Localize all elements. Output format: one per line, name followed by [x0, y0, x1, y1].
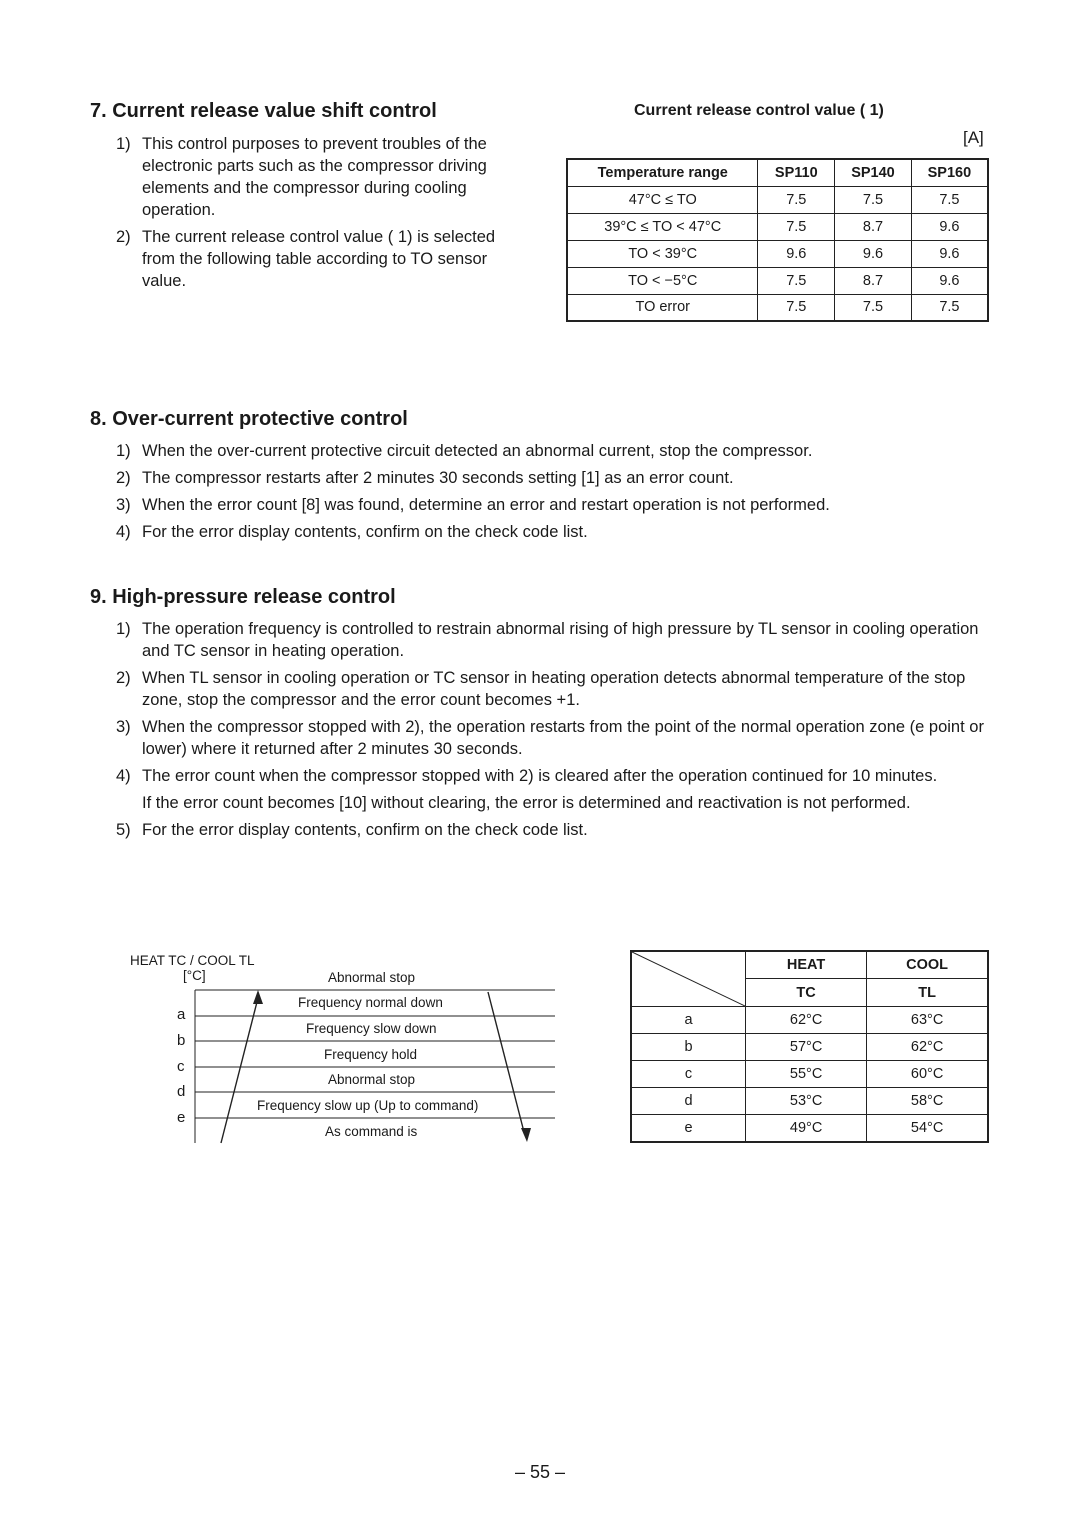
item-number: 5)	[116, 821, 131, 839]
table-row	[631, 1061, 988, 1088]
table-header-row	[631, 951, 988, 979]
item-number: 3)	[116, 496, 131, 514]
table-row	[631, 1034, 988, 1061]
item-text: For the error display contents, confirm on the check code list.	[142, 523, 588, 541]
item-number: 1)	[116, 620, 131, 638]
header-cell: Temperature range	[567, 159, 758, 186]
table-cell: 54°C	[867, 1115, 988, 1142]
table-row	[631, 1115, 988, 1142]
threshold-letter: b	[177, 1032, 186, 1049]
subheader-cell: TL	[867, 979, 988, 1007]
arrow-down-icon	[521, 1128, 531, 1142]
item-number: 4)	[116, 523, 131, 541]
table-cell: 7.5	[758, 267, 835, 294]
table-cell: 58°C	[867, 1088, 988, 1115]
item-text: When the over-current protective circuit detected an abnormal current, stop the compressor.	[142, 442, 813, 460]
item-text: The error count when the compressor stopped with 2) is cleared after the operation continued for 10 minutes.	[142, 767, 938, 785]
table-cell: 7.5	[835, 186, 912, 213]
zone-label: Frequency hold	[324, 1047, 418, 1062]
table-cell: 62°C	[867, 1034, 988, 1061]
unit-label: [A]	[963, 128, 984, 147]
item-text: When the error count [8] was found, determine an error and restart operation is not performed.	[142, 496, 830, 514]
table-row	[631, 1088, 988, 1115]
table-cell: 9.6	[835, 240, 912, 267]
header-cell: HEAT	[746, 951, 867, 979]
table-cell: 53°C	[746, 1088, 867, 1115]
zone-label: As command is	[325, 1124, 418, 1139]
diagonal-line	[632, 952, 745, 1006]
item-text: This control purposes to prevent troubles of the electronic parts such as the compressor driving elements and the compressor during cooling operation.	[142, 135, 487, 219]
zone-label: Frequency slow up (Up to command)	[257, 1098, 479, 1113]
item-text: The compressor restarts after 2 minutes 30 seconds setting [1] as an error count.	[142, 469, 734, 487]
zone-label: Abnormal stop	[328, 970, 416, 985]
table-cell: 7.5	[911, 186, 988, 213]
diagonal-header-cell	[631, 951, 746, 1007]
table-title: Current release control value ( 1)	[634, 102, 884, 119]
table-cell: d	[631, 1088, 746, 1115]
table-cell: 49°C	[746, 1115, 867, 1142]
threshold-letter: e	[177, 1109, 186, 1126]
table-cell: 7.5	[758, 294, 835, 321]
arrow-up-icon	[253, 990, 263, 1004]
threshold-letter: d	[177, 1083, 186, 1100]
header-cell: SP160	[911, 159, 988, 186]
diagram-unit: [°C]	[183, 968, 206, 983]
table-cell: 7.5	[911, 294, 988, 321]
table-cell: 47°C ≤ TO	[567, 186, 758, 213]
table-cell: TO < −5°C	[567, 267, 758, 294]
threshold-letter: c	[177, 1058, 185, 1075]
diagram-axis-label: HEAT TC / COOL TL	[130, 953, 255, 968]
table-cell: b	[631, 1034, 746, 1061]
table-cell: 63°C	[867, 1007, 988, 1034]
table-cell: 57°C	[746, 1034, 867, 1061]
item-number: 4)	[116, 767, 131, 785]
header-cell: COOL	[867, 951, 988, 979]
item-text: If the error count becomes [10] without clearing, the error is determined and reactivation is not performed.	[142, 794, 911, 812]
threshold-letter: a	[177, 1006, 186, 1023]
table-cell: TO error	[567, 294, 758, 321]
zone-label: Frequency normal down	[298, 995, 443, 1010]
temperature-table	[630, 950, 989, 1143]
item-number: 2)	[116, 469, 131, 487]
table-cell: 9.6	[911, 213, 988, 240]
table-cell: c	[631, 1061, 746, 1088]
header-cell: SP140	[835, 159, 912, 186]
section-9-title: 9. High-pressure release control	[90, 586, 396, 608]
item-text: The current release control value ( 1) is selected from the following table according to TO sensor value.	[142, 228, 496, 290]
table-cell: TO < 39°C	[567, 240, 758, 267]
table-cell: 39°C ≤ TO < 47°C	[567, 213, 758, 240]
table-cell: 8.7	[835, 267, 912, 294]
table-cell: 62°C	[746, 1007, 867, 1034]
item-text: For the error display contents, confirm on the check code list.	[142, 821, 588, 839]
subheader-cell: TC	[746, 979, 867, 1007]
table-cell: 8.7	[835, 213, 912, 240]
item-number: 3)	[116, 718, 131, 736]
item-text: When TL sensor in cooling operation or TC sensor in heating operation detects abnormal temperature of the stop zone, stop the compressor and the error count becomes +1.	[142, 669, 966, 709]
falling-arrow-line	[488, 992, 524, 1132]
table-cell: 7.5	[835, 294, 912, 321]
table-cell: a	[631, 1007, 746, 1034]
page-number: – 55 –	[514, 1462, 566, 1482]
table-cell: 55°C	[746, 1061, 867, 1088]
table-cell: 9.6	[911, 267, 988, 294]
zone-label: Frequency slow down	[306, 1021, 437, 1036]
table-row	[631, 1007, 988, 1034]
table-cell: 9.6	[758, 240, 835, 267]
table-cell: 7.5	[758, 186, 835, 213]
item-text: The operation frequency is controlled to restrain abnormal rising of high pressure by TL sensor in cooling operation and TC sensor in heating operation.	[142, 620, 979, 660]
zone-label: Abnormal stop	[328, 1072, 416, 1087]
header-cell: SP110	[758, 159, 835, 186]
section-8-title: 8. Over-current protective control	[90, 408, 408, 430]
table-cell: 60°C	[867, 1061, 988, 1088]
item-number: 2)	[116, 228, 131, 246]
section-7-title: 7. Current release value shift control	[90, 100, 437, 122]
item-number: 2)	[116, 669, 131, 687]
table-cell: 9.6	[911, 240, 988, 267]
item-number: 1)	[116, 442, 131, 460]
rising-arrow-line	[221, 998, 258, 1143]
table-cell: e	[631, 1115, 746, 1142]
table-cell: 7.5	[758, 213, 835, 240]
item-number: 1)	[116, 135, 131, 153]
item-text: When the compressor stopped with 2), the operation restarts from the point of the normal operation zone (e point or lower) where it returned after 2 minutes 30 seconds.	[142, 718, 984, 758]
